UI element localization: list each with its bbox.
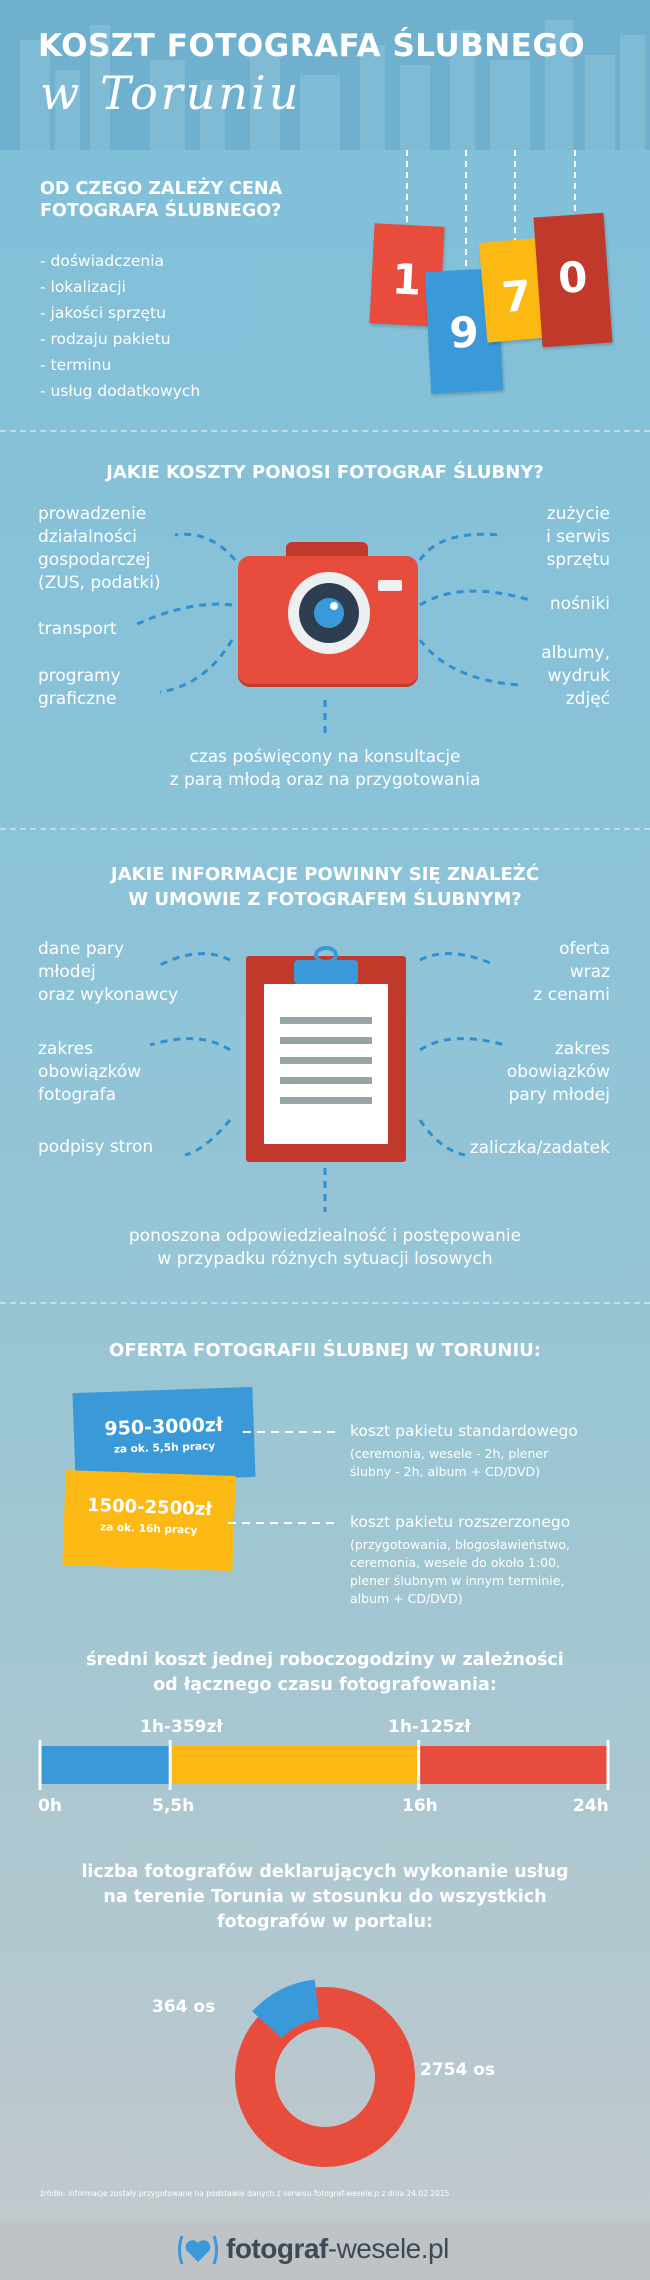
list-item: - usług dodatkowych xyxy=(40,382,201,400)
tag-digit: 0 xyxy=(556,252,590,303)
extended-desc: (przygotowania, błogosławieństwo, ceremonia, wesele do około 1:00, plener ślubnym w innym terminie, album + CD/DVD) xyxy=(350,1537,570,1606)
cost-item-left: transport xyxy=(38,619,117,639)
contract-item-left: dane pary młodej oraz wykonawcy xyxy=(38,939,179,1005)
contract-item-left: zakres obowiązków fotografa xyxy=(38,1039,142,1105)
offer-heading: OFERTA FOTOGRAFII ŚLUBNEJ W TORUNIU: xyxy=(109,1340,541,1361)
contract-heading-line1: JAKIE INFORMACJE POWINNY SIĘ ZNALEŻĆ xyxy=(110,864,540,885)
hourly-tick-label: 5,5h xyxy=(152,1796,195,1816)
hourly-annotation-b: 1h-125zł xyxy=(388,1717,471,1737)
footer-bar xyxy=(0,2220,650,2280)
standard-desc: (ceremonia, wesele - 2h, plener ślubny - 2h, album + CD/DVD) xyxy=(350,1446,549,1479)
brand-logo xyxy=(226,2233,449,2265)
cost-item-left: programy graficzne xyxy=(38,666,121,709)
contract-item-right: zaliczka/zadatek xyxy=(469,1138,610,1158)
brand-domain: -wesele.pl xyxy=(327,2233,449,2264)
cost-item-right: zużycie i serwis sprzętu xyxy=(546,504,610,570)
header-title: KOSZT FOTOGRAFA ŚLUBNEGO xyxy=(38,28,586,64)
hourly-tick-label: 0h xyxy=(38,1796,62,1816)
cost-item-left: prowadzenie działalności gospodarczej (ZUS, podatki) xyxy=(38,504,161,593)
contract-heading-line2: W UMOWIE Z FOTOGRAFEM ŚLUBNYM? xyxy=(128,889,522,910)
tag-digit: 9 xyxy=(448,307,480,358)
extended-hours: za ok. 16h pracy xyxy=(99,1521,198,1537)
list-item: - rodzaju pakietu xyxy=(40,330,171,348)
brand-name: fotograf xyxy=(226,2233,328,2264)
standard-hours: za ok. 5,5h pracy xyxy=(113,1440,216,1456)
share-heading: liczba fotografów deklarujących wykonanie usług na terenie Torunia w stosunku do wszystkich fotografów w portalu: xyxy=(81,1862,569,1932)
hourly-heading: średni koszt jednej roboczogodziny w zależności od łącznego czasu fotografowania: xyxy=(86,1650,564,1695)
cost-item-right: nośniki xyxy=(549,594,610,614)
share-local-label: 364 os xyxy=(152,1997,216,2017)
share-total-label: 2754 os xyxy=(420,2060,496,2080)
list-item: - terminu xyxy=(40,356,112,374)
list-item: - lokalizacji xyxy=(40,278,126,296)
header-subtitle: w Toruniu xyxy=(40,66,302,120)
source-note: źródło: informacje zostały przygotowane na podstawie danych z serwisu fotograf-wesele.p z dnia 24.02.2015 xyxy=(40,2189,450,2198)
list-item: - doświadczenia xyxy=(40,252,165,270)
cost-item-right: albumy, wydruk zdjęć xyxy=(541,643,610,709)
factors-heading-line1: OD CZEGO ZALEŻY CENA xyxy=(40,179,283,199)
hourly-tick-label: 24h xyxy=(573,1796,609,1816)
contract-item-right: oferta wraz z cenami xyxy=(533,939,610,1005)
hourly-tick-label: 16h xyxy=(402,1796,438,1816)
factors-heading-line2: FOTOGRAFA ŚLUBNEGO? xyxy=(40,201,282,221)
costs-heading: JAKIE KOSZTY PONOSI FOTOGRAF ŚLUBNY? xyxy=(106,462,544,483)
tag-digit: 1 xyxy=(390,254,423,305)
standard-desc-title: koszt pakietu standardowego xyxy=(350,1422,578,1440)
heart-icon xyxy=(176,2232,220,2268)
contract-item-bottom: ponoszona odpowiedziealność i postępowanie w przypadku różnych sytuacji losowych xyxy=(128,1226,522,1269)
extended-price: 1500-2500zł xyxy=(86,1494,213,1521)
standard-price: 950-3000zł xyxy=(104,1413,224,1441)
hourly-annotation-a: 1h-359zł xyxy=(140,1717,223,1737)
contract-item-right: zakres obowiązków pary młodej xyxy=(506,1039,610,1105)
list-item: - jakości sprzętu xyxy=(40,304,166,322)
extended-desc-title: koszt pakietu rozszerzonego xyxy=(350,1513,571,1531)
tag-digit: 7 xyxy=(499,270,534,323)
contract-item-left: podpisy stron xyxy=(38,1137,154,1157)
cost-item-bottom: czas poświęcony na konsultacje z parą młodą oraz na przygotowania xyxy=(169,747,481,790)
